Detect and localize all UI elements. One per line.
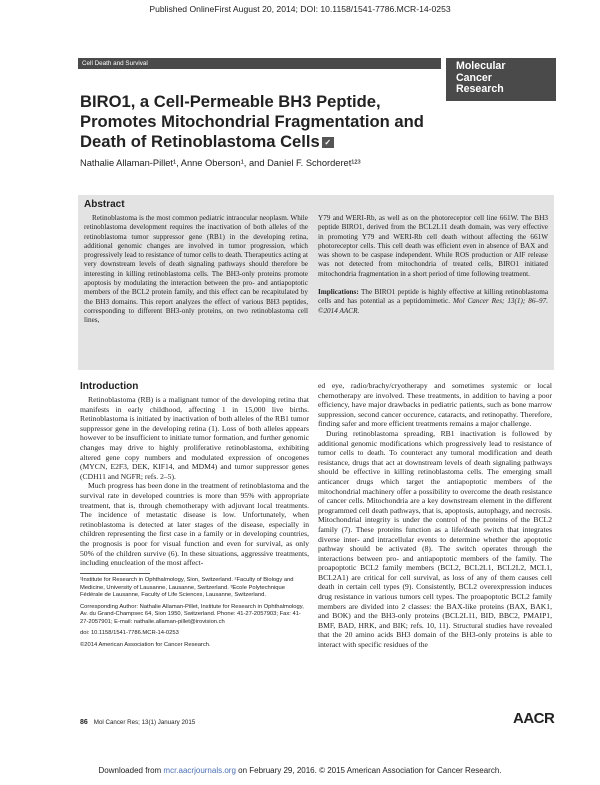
footnote-divider (80, 573, 150, 574)
footnotes (80, 577, 309, 653)
article-title (80, 92, 460, 152)
copyright-footnote: ©2014 American Association for Cancer Research. (80, 641, 211, 648)
corresponding-author-footnote: Corresponding Author: Nathalie Allaman-Pillet, Institute for Research in Ophthalmology, Av. du Grand-Champsec 64, Sion 1950, Switzerland. Phone: 41-27-2057903; Fax: 41-27-2057901; E-mail: nathalie.allaman-pillet@irovision.ch (80, 603, 304, 625)
journal-name-line: Cancer (456, 71, 492, 84)
download-prefix: Downloaded from (98, 766, 164, 775)
open-access-icon: ✓ (322, 137, 334, 148)
introduction-heading: Introduction (80, 381, 139, 392)
implications (318, 288, 548, 316)
introduction-right-column (318, 381, 552, 650)
abstract-citation: Mol Cancer Res; 13(1); 86–97. ©2014 AACR. (318, 297, 548, 315)
author-list: Nathalie Allaman-Pillet¹, Anne Oberson¹, and Daniel F. Schorderet¹²³ (80, 158, 361, 168)
implications-label: Implications: (318, 288, 359, 297)
journal-name-line: Molecular (456, 60, 506, 72)
section-label: Cell Death and Survival (78, 58, 441, 69)
abstract-right-text: Y79 and WERI-Rb, as well as on the photoreceptor cell line 661W. The BH3 peptide BIRO1, derived from the BCL2L11 death domain, was very effective in promoting Y79 and WERI-Rb cell death without affecting the 661W photoreceptor cells. This cell death was efficient even in absence of BAX and was shown to be caspase independent. While ROS production or AIF release was not detected from mitochondria of treated cells, BIRO1 initiated mitochondria fragmentation in a short period of time following treatment. (318, 214, 548, 278)
journal-site-link[interactable]: mcr.aacrjournals.org (163, 766, 236, 775)
download-notice (0, 766, 600, 775)
abstract-left-column: Retinoblastoma is the most common pediatric intraocular neoplasm. While retinoblastoma development requires the inactivation of both alleles of the retinoblastoma tumor suppressor gene (RB1) in the developing retina, additional genomic changes are involved in tumor progression, which progressively lead to resistance of tumor cells to death. Therapeutics acting at very downstream levels of death signaling pathways should therefore be interesting in killing retinoblastoma cells. The BH3-only proteins promote apoptosis by modulating the interaction between the pro- and antiapoptotic members of the BCL2 protein family, and this effect can be recapitulated by the BH3 domains. This report analyzes the effect of various BH3 peptides, corresponding to different BH3-only proteins, on two retinoblastoma cell lines, (84, 214, 308, 325)
implications-text: The BIRO1 peptide is highly effective at killing retinoblastoma cells and has potential as a peptidomimetic. (318, 288, 549, 306)
intro-paragraph: Much progress has been done in the treatment of retinoblastoma and the survival rate in developed countries is more than 95% with appropriate treatment, that is, through chemotherapy with adjuvant local treatments. The incidence of metastatic disease is low. Unfortunately, when retinoblastoma is detected at later stages of the disease, especially in children representing the first case in a family or in developing countries, the prognosis is poor for visual function and even for survival, as only 50% of the children survive (6). In these situations, aggressive treatments, including enucleation of the most affect- (80, 481, 309, 568)
page-footer (80, 719, 195, 726)
journal-reference: Mol Cancer Res; 13(1) January 2015 (93, 719, 196, 726)
page-number: 86 (80, 719, 88, 726)
affiliations-footnote: ¹Institute for Research in Ophthalmology, Sion, Switzerland. ²Faculty of Biology and Medicine, University of Lausanne, Lausanne, Switzerland. ³Ecole Polytechnique Fédérale de Lausanne, Faculty of Life Sciences, Lausanne, Switzerland. (80, 577, 294, 598)
article-title-text: BIRO1, a Cell-Permeable BH3 Peptide, Promotes Mitochondrial Fragmentation and Death of Retinoblastoma Cells (80, 92, 424, 151)
abstract-right-column (318, 214, 548, 316)
introduction-left-column (80, 395, 309, 568)
doi-footnote: doi: 10.1158/1541-7786.MCR-14-0253 (80, 630, 179, 636)
intro-paragraph: ed eye, radio/brachy/cryotherapy and sometimes systemic or local chemotherapy are involved. These treatments, in addition to having a poor efficiency, have major drawbacks in pediatric patients, such as bone marrow suppression, second cancer occurence, cataracts, and retinopathy. Therefore, finding safer and more efficient treatments remains a major challenge. (318, 381, 552, 429)
journal-name-line: Research (456, 83, 504, 95)
intro-paragraph: During retinoblastoma spreading, RB1 inactivation is followed by additional genomic modifications which progressively lead to resistance of tumor cells to death. To counteract any tumoral modification and death resistance, drugs that act at downstream levels of death signaling pathways should be effective in killing retinoblastoma cells. The emerging small anticancer drugs which target the antiapoptotic members of the mitochondrial machinery offer a possibility to overcome the death resistance of cancer cells. Mitochondria are a key downstream element in the different programmed cell death pathways, that is, apoptosis, autophagy, and necrosis. Mitochondrial integrity is under the control of the proteins of the BCL2 family (7). These proteins function as a life/death switch that integrates diverse inter- and intracellular events to determine whether the apoptotic pathway should be activated (8). The switch operates through the interactions between pro- and antiapoptotic members of the family. The proapoptotic BCL2 family members (BCL2, BCL2L1, BCL2L2, MCL1, BCL2A1) are critical for cell survival, as loss of any of them causes cell death in certain cell types (9). Consistently, BCL2 overexpression induces drug resistance in various tumors cell types. The proapoptotic BCL2 family members are divided into 2 classes: the BAX-like proteins (BAX, BAK1, and BOK) and the BH3-only proteins (BCL2L11, BID, BBC2, PMAIP1, BMF, BAD, HRK, and BIK; refs. 10, 11). Structural studies have revealed that the 20 amino acids BH3 domain of the BH3-only proteins is able to interact with specific residues of the (318, 428, 552, 650)
intro-paragraph: Retinoblastoma (RB) is a malignant tumor of the developing retina that manifests in early childhood, affecting 1 in 15,000 live births. Retinoblastoma is initiated by inactivation of both alleles of the RB1 tumor suppressor gene in the developing retina (1). Loss of both alleles appears however to be insufficient to initiate tumor formation, and further genomic changes may drive to highly proliferative retinoblastoma, exhibiting altered gene copy numbers and modulated expression of oncogenes (MYCN, E2F3, DEK, KIF14, and MDM4) and tumor suppressor genes (CDH11 and NGFR; refs. 2–5). (80, 395, 309, 481)
abstract-heading: Abstract (84, 199, 125, 210)
journal-name-box (446, 58, 556, 101)
aacr-logo: AACR (513, 710, 555, 727)
download-suffix: on February 29, 2016. © 2015 American Association for Cancer Research. (235, 766, 502, 775)
published-online-header: Published OnlineFirst August 20, 2014; DOI: 10.1158/1541-7786.MCR-14-0253 (149, 4, 451, 14)
